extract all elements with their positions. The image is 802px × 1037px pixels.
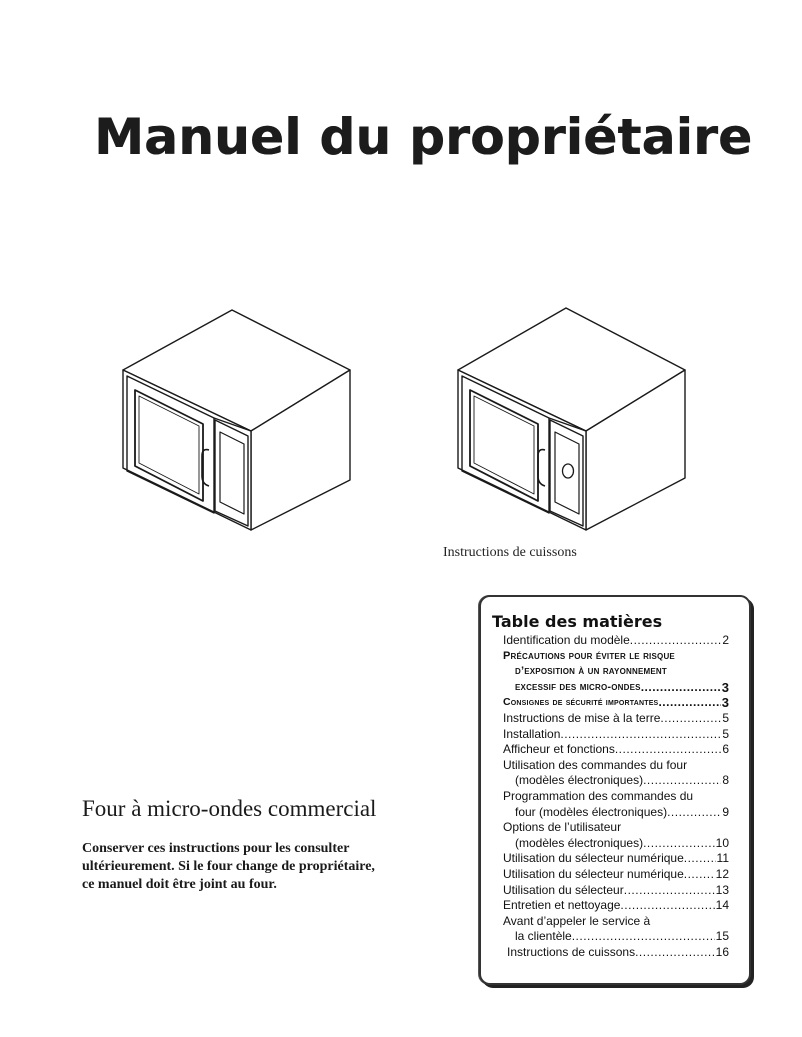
page-title: Manuel du propriétaire xyxy=(94,108,753,166)
notice-line: ultérieurement. Si le four change de propriétaire, xyxy=(82,859,375,874)
toc-entry[interactable]: Entretien et nettoyage ..... 14 xyxy=(503,898,729,914)
toc-entry[interactable]: Avant d’appeler le service à xyxy=(503,913,651,928)
toc-entry[interactable]: Précautions pour éviter le risque xyxy=(503,649,675,662)
toc-entry[interactable]: Consignes de sécurité importantes ..... 3 xyxy=(503,695,729,711)
illustration-caption: Instructions de cuissons xyxy=(443,545,577,560)
toc-list xyxy=(503,633,729,960)
toc-entry[interactable]: excessif des micro-ondes ..... 3 xyxy=(503,680,729,696)
toc-entry[interactable]: Afficheur et fonctions ..... 6 xyxy=(503,742,729,758)
notice-line: ce manuel doit être joint au four. xyxy=(82,877,277,892)
microwave-electronic-illustration xyxy=(118,308,358,536)
toc-entry[interactable]: Identification du modèle ..... 2 xyxy=(503,633,729,649)
toc-entry[interactable]: Utilisation du sélecteur ..... 13 xyxy=(503,883,729,899)
table-of-contents xyxy=(479,595,751,985)
toc-entry[interactable]: Installation ..... 5 xyxy=(503,727,729,743)
toc-entry[interactable]: la clientèle ..... 15 xyxy=(503,929,729,945)
microwave-dial-illustration xyxy=(453,306,693,536)
toc-entry[interactable]: d’exposition à un rayonnement xyxy=(515,665,667,678)
toc-entry[interactable]: Programmation des commandes du xyxy=(503,788,694,803)
notice-line: Conserver ces instructions pour les consulter xyxy=(82,841,350,856)
toc-entry[interactable]: Utilisation des commandes du four xyxy=(503,757,688,772)
toc-entry[interactable]: (modèles électroniques) ..... 8 xyxy=(503,773,729,789)
toc-title: Table des matières xyxy=(492,612,663,631)
toc-entry[interactable]: (modèles électroniques) ..... 10 xyxy=(503,836,729,852)
retention-notice xyxy=(82,840,427,894)
toc-entry[interactable]: four (modèles électroniques) ..... 9 xyxy=(503,805,729,821)
toc-entry[interactable]: Utilisation du sélecteur numérique ..... 12 xyxy=(503,867,729,883)
toc-entry[interactable]: Instructions de cuissons ..... 16 xyxy=(503,945,729,961)
toc-entry[interactable]: Options de l’utilisateur xyxy=(503,820,622,835)
product-subtitle: Four à micro-ondes commercial xyxy=(82,796,377,821)
toc-entry[interactable]: Instructions de mise à la terre ..... 5 xyxy=(503,711,729,727)
toc-entry[interactable]: Utilisation du sélecteur numérique ..... 11 xyxy=(503,851,729,867)
